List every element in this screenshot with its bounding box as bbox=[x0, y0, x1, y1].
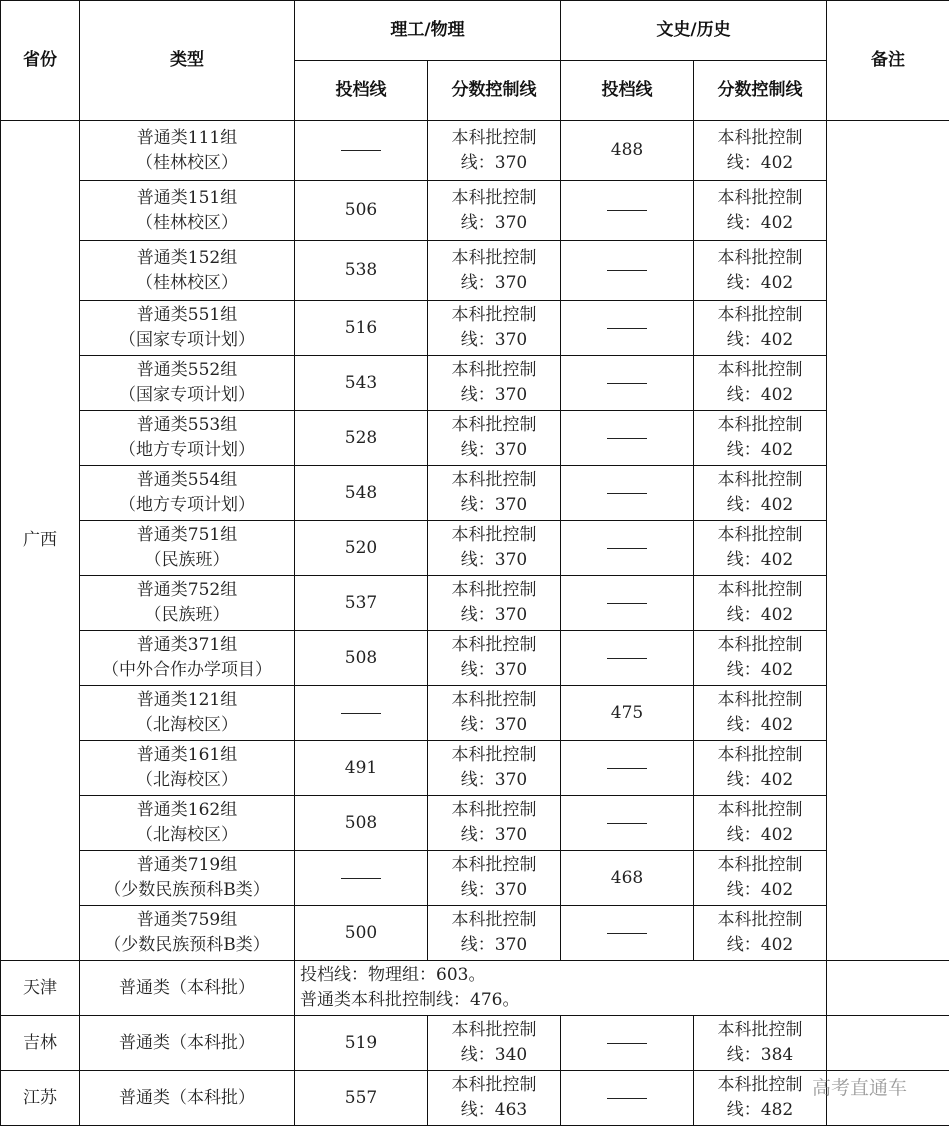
science-admission-cell bbox=[295, 851, 428, 906]
arts-control-cell bbox=[694, 576, 827, 631]
control-line-text: 本科批控制 bbox=[451, 360, 537, 380]
empty-dash bbox=[607, 658, 647, 659]
control-line-text: 本科批控制 bbox=[451, 247, 537, 268]
empty-dash bbox=[607, 1043, 647, 1044]
type-campus: （北海校区） bbox=[136, 825, 238, 845]
guangxi-section bbox=[1, 121, 949, 961]
control-line-value: 线：402 bbox=[726, 825, 794, 845]
science-admission-cell: 516 bbox=[295, 301, 428, 356]
control-line-value: 线：370 bbox=[460, 440, 528, 460]
control-line-text: 本科批控制 bbox=[717, 187, 803, 208]
control-line-value: 线：370 bbox=[460, 715, 528, 735]
header-note: 备注 bbox=[827, 1, 949, 121]
empty-dash bbox=[341, 713, 381, 714]
type-cell: 普通类（本科批） bbox=[80, 961, 295, 1016]
type-group: 普通类719组 bbox=[136, 855, 238, 875]
control-line-text: 本科批控制 bbox=[451, 1020, 537, 1040]
science-admission-cell: 543 bbox=[295, 356, 428, 411]
empty-dash bbox=[607, 438, 647, 439]
control-line-text: 本科批控制 bbox=[451, 470, 537, 490]
note-cell bbox=[827, 121, 949, 961]
empty-dash bbox=[607, 383, 647, 384]
control-line-value: 线：402 bbox=[726, 880, 794, 900]
science-control-cell bbox=[428, 356, 561, 411]
type-campus: （中外合作办学项目） bbox=[102, 660, 272, 680]
arts-control-cell bbox=[694, 686, 827, 741]
control-line-value: 线：370 bbox=[460, 272, 528, 293]
header-science-admission-line: 投档线 bbox=[295, 61, 428, 121]
arts-admission-cell: 468 bbox=[561, 851, 694, 906]
type-group: 普通类759组 bbox=[136, 910, 238, 930]
science-control-cell bbox=[428, 1016, 561, 1071]
type-campus: （桂林校区） bbox=[136, 212, 238, 233]
type-cell bbox=[80, 466, 295, 521]
science-control-cell bbox=[428, 241, 561, 301]
note-cell bbox=[827, 1016, 949, 1071]
type-group: 普通类553组 bbox=[136, 415, 238, 435]
type-campus: （民族班） bbox=[144, 605, 230, 625]
tianjin-note-line-2: 普通类本科批控制线：476。 bbox=[300, 990, 520, 1010]
watermark-text: 高考直通车 bbox=[812, 1077, 908, 1099]
province-cell: 江苏 bbox=[1, 1071, 80, 1126]
empty-dash bbox=[607, 328, 647, 329]
type-cell bbox=[80, 631, 295, 686]
type-group: 普通类152组 bbox=[136, 247, 238, 268]
table-row bbox=[1, 851, 949, 906]
arts-admission-cell bbox=[561, 1071, 694, 1126]
empty-dash bbox=[607, 823, 647, 824]
control-line-text: 本科批控制 bbox=[451, 690, 537, 710]
science-control-cell bbox=[428, 906, 561, 961]
type-cell bbox=[80, 686, 295, 741]
science-control-cell bbox=[428, 686, 561, 741]
arts-admission-cell bbox=[561, 181, 694, 241]
control-line-text: 本科批控制 bbox=[451, 187, 537, 208]
table-row bbox=[1, 411, 949, 466]
type-group: 普通类111组 bbox=[136, 127, 238, 148]
control-line-value: 线：463 bbox=[460, 1100, 528, 1120]
type-cell: 普通类（本科批） bbox=[80, 1071, 295, 1126]
type-campus: （地方专项计划） bbox=[119, 495, 255, 515]
tianjin-note-line-1: 投档线：物理组：603。 bbox=[300, 965, 486, 985]
control-line-value: 线：402 bbox=[726, 550, 794, 570]
control-line-value: 线：370 bbox=[460, 660, 528, 680]
type-cell bbox=[80, 241, 295, 301]
control-line-value: 线：402 bbox=[726, 660, 794, 680]
science-control-cell bbox=[428, 576, 561, 631]
control-line-value: 线：370 bbox=[460, 770, 528, 790]
type-campus: （国家专项计划） bbox=[119, 385, 255, 405]
table-row bbox=[1, 906, 949, 961]
control-line-text: 本科批控制 bbox=[717, 360, 803, 380]
arts-control-cell bbox=[694, 796, 827, 851]
arts-admission-cell bbox=[561, 411, 694, 466]
arts-admission-cell: 488 bbox=[561, 121, 694, 181]
control-line-value: 线：384 bbox=[726, 1045, 794, 1065]
table-row bbox=[1, 121, 949, 181]
control-line-text: 本科批控制 bbox=[451, 635, 537, 655]
header-science-group: 理工/物理 bbox=[295, 1, 561, 61]
empty-dash bbox=[607, 548, 647, 549]
arts-admission-cell bbox=[561, 1016, 694, 1071]
table-row bbox=[1, 741, 949, 796]
science-control-cell bbox=[428, 741, 561, 796]
table-row bbox=[1, 576, 949, 631]
science-control-cell bbox=[428, 796, 561, 851]
control-line-text: 本科批控制 bbox=[451, 305, 537, 325]
control-line-value: 线：370 bbox=[460, 880, 528, 900]
control-line-value: 线：402 bbox=[726, 715, 794, 735]
science-admission-cell: 538 bbox=[295, 241, 428, 301]
type-campus: （少数民族预科B类） bbox=[104, 935, 270, 955]
arts-admission-cell bbox=[561, 521, 694, 576]
control-line-value: 线：370 bbox=[460, 212, 528, 233]
control-line-text: 本科批控制 bbox=[451, 910, 537, 930]
control-line-text: 本科批控制 bbox=[717, 1020, 803, 1040]
science-control-cell bbox=[428, 121, 561, 181]
control-line-text: 本科批控制 bbox=[717, 1075, 803, 1095]
science-control-cell bbox=[428, 466, 561, 521]
science-admission-cell bbox=[295, 121, 428, 181]
control-line-value: 线：370 bbox=[460, 330, 528, 350]
science-admission-cell bbox=[295, 686, 428, 741]
header-type: 类型 bbox=[80, 1, 295, 121]
science-admission-cell: 519 bbox=[295, 1016, 428, 1071]
province-cell: 吉林 bbox=[1, 1016, 80, 1071]
province-cell: 天津 bbox=[1, 961, 80, 1016]
table-row-jiangsu bbox=[1, 1071, 949, 1126]
table-row bbox=[1, 521, 949, 576]
arts-admission-cell bbox=[561, 301, 694, 356]
type-campus: （北海校区） bbox=[136, 770, 238, 790]
header-arts-control-line: 分数控制线 bbox=[694, 61, 827, 121]
type-group: 普通类371组 bbox=[136, 635, 238, 655]
arts-control-cell bbox=[694, 521, 827, 576]
science-admission-cell: 491 bbox=[295, 741, 428, 796]
control-line-value: 线：482 bbox=[726, 1100, 794, 1120]
table-row bbox=[1, 301, 949, 356]
control-line-value: 线：370 bbox=[460, 605, 528, 625]
arts-control-cell bbox=[694, 301, 827, 356]
control-line-text: 本科批控制 bbox=[717, 745, 803, 765]
header-province: 省份 bbox=[1, 1, 80, 121]
science-control-cell bbox=[428, 1071, 561, 1126]
control-line-value: 线：402 bbox=[726, 770, 794, 790]
type-group: 普通类751组 bbox=[136, 525, 238, 545]
arts-control-cell bbox=[694, 241, 827, 301]
control-line-value: 线：370 bbox=[460, 935, 528, 955]
control-line-text: 本科批控制 bbox=[717, 127, 803, 148]
control-line-text: 本科批控制 bbox=[451, 525, 537, 545]
type-cell bbox=[80, 796, 295, 851]
type-campus: （北海校区） bbox=[136, 715, 238, 735]
control-line-value: 线：370 bbox=[460, 550, 528, 570]
science-admission-cell: 506 bbox=[295, 181, 428, 241]
science-admission-cell: 508 bbox=[295, 796, 428, 851]
type-cell bbox=[80, 301, 295, 356]
control-line-text: 本科批控制 bbox=[451, 745, 537, 765]
science-admission-cell: 537 bbox=[295, 576, 428, 631]
arts-admission-cell: 475 bbox=[561, 686, 694, 741]
control-line-text: 本科批控制 bbox=[717, 690, 803, 710]
control-line-text: 本科批控制 bbox=[717, 525, 803, 545]
control-line-text: 本科批控制 bbox=[717, 635, 803, 655]
science-admission-cell: 557 bbox=[295, 1071, 428, 1126]
table-row bbox=[1, 466, 949, 521]
control-line-text: 本科批控制 bbox=[717, 800, 803, 820]
control-line-text: 本科批控制 bbox=[451, 1075, 537, 1095]
table-row bbox=[1, 796, 949, 851]
header-science-control-line: 分数控制线 bbox=[428, 61, 561, 121]
type-group: 普通类752组 bbox=[136, 580, 238, 600]
science-admission-cell: 508 bbox=[295, 631, 428, 686]
type-cell bbox=[80, 356, 295, 411]
control-line-value: 线：402 bbox=[726, 440, 794, 460]
type-cell bbox=[80, 181, 295, 241]
type-cell bbox=[80, 521, 295, 576]
control-line-value: 线：402 bbox=[726, 272, 794, 293]
arts-admission-cell bbox=[561, 631, 694, 686]
table-row-tianjin bbox=[1, 961, 949, 1016]
header-arts-admission-line: 投档线 bbox=[561, 61, 694, 121]
control-line-value: 线：402 bbox=[726, 152, 794, 173]
empty-dash bbox=[341, 150, 381, 151]
science-control-cell bbox=[428, 411, 561, 466]
type-cell bbox=[80, 576, 295, 631]
control-line-text: 本科批控制 bbox=[451, 800, 537, 820]
arts-admission-cell bbox=[561, 741, 694, 796]
type-campus: （桂林校区） bbox=[136, 272, 238, 293]
type-cell bbox=[80, 411, 295, 466]
science-admission-cell: 520 bbox=[295, 521, 428, 576]
science-control-cell bbox=[428, 521, 561, 576]
arts-control-cell bbox=[694, 906, 827, 961]
table-row-jilin bbox=[1, 1016, 949, 1071]
control-line-value: 线：370 bbox=[460, 825, 528, 845]
arts-control-cell bbox=[694, 631, 827, 686]
type-campus: （民族班） bbox=[144, 550, 230, 570]
control-line-value: 线：402 bbox=[726, 605, 794, 625]
science-admission-cell: 500 bbox=[295, 906, 428, 961]
type-campus: （地方专项计划） bbox=[119, 440, 255, 460]
control-line-value: 线：402 bbox=[726, 935, 794, 955]
table-row bbox=[1, 631, 949, 686]
control-line-text: 本科批控制 bbox=[451, 415, 537, 435]
table-row bbox=[1, 356, 949, 411]
arts-control-cell bbox=[694, 411, 827, 466]
table-row bbox=[1, 181, 949, 241]
control-line-value: 线：402 bbox=[726, 385, 794, 405]
control-line-value: 线：402 bbox=[726, 330, 794, 350]
empty-dash bbox=[607, 493, 647, 494]
control-line-text: 本科批控制 bbox=[451, 855, 537, 875]
type-cell: 普通类（本科批） bbox=[80, 1016, 295, 1071]
type-cell bbox=[80, 741, 295, 796]
arts-control-cell bbox=[694, 356, 827, 411]
table-row bbox=[1, 241, 949, 301]
arts-control-cell bbox=[694, 466, 827, 521]
empty-dash bbox=[607, 1098, 647, 1099]
empty-dash bbox=[607, 270, 647, 271]
empty-dash bbox=[607, 768, 647, 769]
empty-dash bbox=[607, 933, 647, 934]
control-line-text: 本科批控制 bbox=[717, 415, 803, 435]
table-row bbox=[1, 686, 949, 741]
control-line-text: 本科批控制 bbox=[717, 470, 803, 490]
control-line-value: 线：370 bbox=[460, 152, 528, 173]
science-admission-cell: 548 bbox=[295, 466, 428, 521]
arts-control-cell bbox=[694, 1016, 827, 1071]
science-control-cell bbox=[428, 851, 561, 906]
science-control-cell bbox=[428, 631, 561, 686]
arts-control-cell bbox=[694, 851, 827, 906]
control-line-text: 本科批控制 bbox=[451, 127, 537, 148]
control-line-text: 本科批控制 bbox=[717, 910, 803, 930]
type-cell bbox=[80, 121, 295, 181]
type-group: 普通类161组 bbox=[136, 745, 238, 765]
control-line-text: 本科批控制 bbox=[717, 855, 803, 875]
control-line-value: 线：370 bbox=[460, 495, 528, 515]
empty-dash bbox=[341, 878, 381, 879]
type-group: 普通类552组 bbox=[136, 360, 238, 380]
province-cell: 广西 bbox=[1, 121, 80, 961]
type-cell bbox=[80, 851, 295, 906]
science-admission-cell: 528 bbox=[295, 411, 428, 466]
control-line-value: 线：340 bbox=[460, 1045, 528, 1065]
control-line-text: 本科批控制 bbox=[451, 580, 537, 600]
type-group: 普通类162组 bbox=[136, 800, 238, 820]
arts-control-cell bbox=[694, 121, 827, 181]
arts-admission-cell bbox=[561, 796, 694, 851]
arts-admission-cell bbox=[561, 356, 694, 411]
tianjin-note-cell bbox=[295, 961, 827, 1016]
empty-dash bbox=[607, 603, 647, 604]
type-campus: （少数民族预科B类） bbox=[104, 880, 270, 900]
arts-control-cell bbox=[694, 181, 827, 241]
control-line-value: 线：370 bbox=[460, 385, 528, 405]
control-line-text: 本科批控制 bbox=[717, 580, 803, 600]
type-group: 普通类151组 bbox=[136, 187, 238, 208]
control-line-text: 本科批控制 bbox=[717, 305, 803, 325]
header-arts-group: 文史/历史 bbox=[561, 1, 827, 61]
type-cell bbox=[80, 906, 295, 961]
arts-admission-cell bbox=[561, 906, 694, 961]
type-campus: （桂林校区） bbox=[136, 152, 238, 173]
type-group: 普通类554组 bbox=[136, 470, 238, 490]
science-control-cell bbox=[428, 181, 561, 241]
control-line-text: 本科批控制 bbox=[717, 247, 803, 268]
arts-admission-cell bbox=[561, 241, 694, 301]
empty-dash bbox=[607, 210, 647, 211]
arts-admission-cell bbox=[561, 466, 694, 521]
header-row-1 bbox=[1, 1, 949, 61]
science-control-cell bbox=[428, 301, 561, 356]
type-group: 普通类121组 bbox=[136, 690, 238, 710]
arts-admission-cell bbox=[561, 576, 694, 631]
type-group: 普通类551组 bbox=[136, 305, 238, 325]
arts-control-cell bbox=[694, 741, 827, 796]
arts-control-cell bbox=[694, 1071, 827, 1126]
control-line-value: 线：402 bbox=[726, 495, 794, 515]
type-campus: （国家专项计划） bbox=[119, 330, 255, 350]
note-cell bbox=[827, 961, 949, 1016]
control-line-value: 线：402 bbox=[726, 212, 794, 233]
